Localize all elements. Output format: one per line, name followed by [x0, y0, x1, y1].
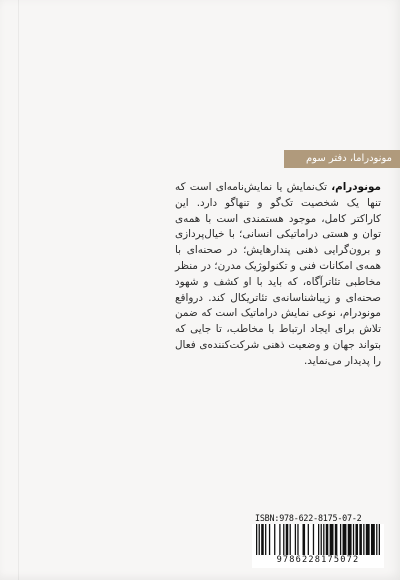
barcode-bar	[335, 524, 338, 555]
barcode-bar	[279, 524, 280, 555]
barcode-bar	[283, 524, 284, 555]
barcode-bar	[308, 524, 309, 555]
barcode-digits: 9786228175072	[254, 555, 382, 565]
barcode-bar	[323, 524, 324, 555]
back-cover-blurb	[175, 180, 381, 370]
barcode-bar	[340, 524, 341, 555]
barcode-bar	[290, 524, 291, 555]
barcode-bar	[348, 524, 352, 555]
barcode-bar	[259, 524, 260, 555]
barcode-bar	[376, 524, 377, 555]
barcode-bar	[366, 524, 370, 555]
barcode-bar	[371, 524, 375, 555]
barcode-bar	[318, 524, 319, 555]
barcode-bar	[303, 524, 306, 555]
series-label: مونودراما، دفتر سوم	[284, 150, 400, 168]
barcode-bar	[353, 524, 354, 555]
barcode-bar	[359, 524, 362, 555]
barcode-bar	[265, 524, 266, 555]
barcode-bar	[321, 524, 322, 555]
barcode-bar	[286, 524, 289, 555]
barcode-bar	[295, 524, 296, 555]
barcode-bar	[274, 524, 275, 555]
barcode-bar	[330, 524, 334, 555]
blurb-text: تک‌نمایش یا نمایش‌نامه‌ای است که تنها یک شخصیت تک‌گو و تنهاگو دارد. این کاراکتر کامل، موجود هستمندی است با همه‌ی توان و هستی دراماتیکی انسانی؛ با خیال‌پردازی و برون‌گرایی ذهنی پندارهایش؛ در صحنه‌ای با همه‌ی امکانات فنی و تکنولوژیک مدرن؛ در منظر مخاطبی تئاترآگاه، که باید با او کشف و شهود صحنه‌ای و زیباشناسانه‌ی تئاتریکال کند. درواقع مونودرام، نوعی نمایش دراماتیک است که ضمن تلاش برای ایجاد ارتباط با مخاطب، تا جایی که بتواند جهان و وضعیت ذهنی شرکت‌کننده‌ی فعال را پدیدار می‌نماید.	[175, 181, 381, 367]
barcode-bar	[379, 524, 380, 555]
barcode-bars	[252, 524, 384, 555]
barcode-bar	[297, 524, 298, 555]
barcode-bar	[261, 524, 264, 555]
barcode-bar	[269, 524, 270, 555]
barcode-bar	[355, 524, 358, 555]
barcode-bar	[326, 524, 329, 555]
barcode-bar	[363, 524, 364, 555]
isbn-label: ISBN:978-622-8175-07-2	[255, 513, 362, 523]
barcode-bar	[256, 524, 257, 555]
barcode-bar	[343, 524, 347, 555]
spine-fold-line	[18, 0, 19, 580]
barcode-bar	[313, 524, 314, 555]
blurb-lead-term: مونودرام،	[331, 181, 381, 193]
